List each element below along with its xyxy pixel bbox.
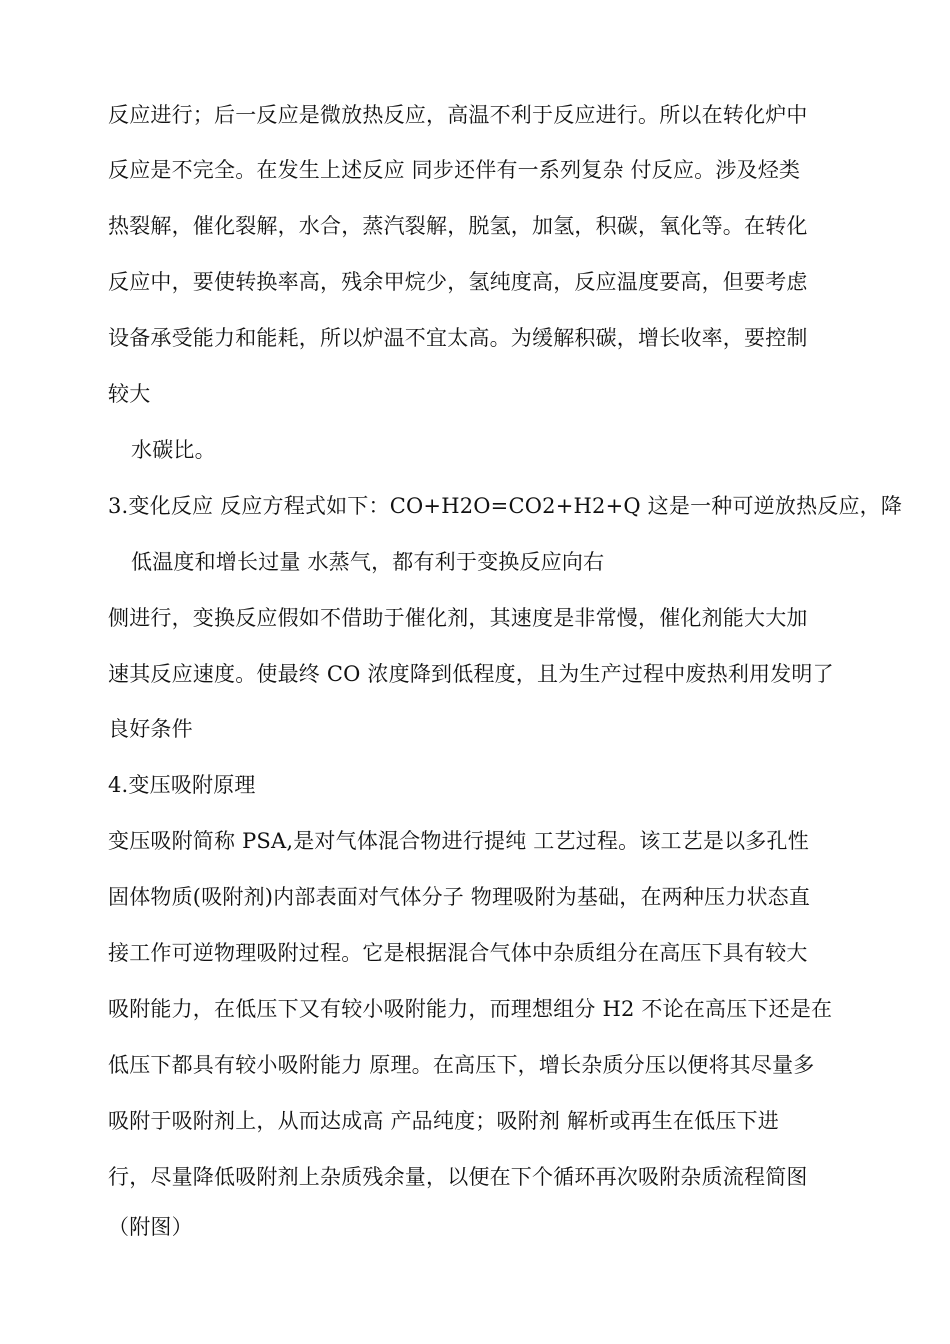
text-line: 固体物质(吸附剂)内部表面对气体分子 物理吸附为基础，在两种压力状态直 xyxy=(108,885,811,909)
figure-reference: （附图） xyxy=(108,1215,193,1239)
text-line: 低压下都具有较小吸附能力 原理。在高压下，增长杂质分压以便将其尽量多 xyxy=(108,1053,815,1077)
text-line: 反应中，要使转换率高，残余甲烷少，氢纯度高，反应温度要高，但要考虑 xyxy=(108,270,808,294)
text-line: 变压吸附简称 PSA,是对气体混合物进行提纯 工艺过程。该工艺是以多孔性 xyxy=(108,829,809,853)
text-line: 良好条件 xyxy=(108,717,193,741)
text-line: 低温度和增长过量 水蒸气，都有利于变换反应向右 xyxy=(131,550,605,574)
section-heading: 4.变压吸附原理 xyxy=(108,773,256,797)
text-line: 行，尽量降低吸附剂上杂质残余量，以便在下个循环再次吸附杂质流程简图 xyxy=(108,1165,808,1189)
text-line: 3.变化反应 反应方程式如下：CO+H2O=CO2+H2+Q 这是一种可逆放热反应，降 xyxy=(108,494,903,518)
text-line: 吸附于吸附剂上，从而达成高 产品纯度；吸附剂 解析或再生在低压下进 xyxy=(108,1109,779,1133)
text-line: 热裂解，催化裂解，水合，蒸汽裂解，脱氢，加氢，积碳，氧化等。在转化 xyxy=(108,214,808,238)
text-line: 反应进行；后一反应是微放热反应，高温不利于反应进行。所以在转化炉中 xyxy=(108,103,808,127)
text-line: 吸附能力，在低压下又有较小吸附能力，而理想组分 H2 不论在高压下还是在 xyxy=(108,997,833,1021)
text-line: 速其反应速度。使最终 CO 浓度降到低程度，且为生产过程中废热利用发明了 xyxy=(108,662,834,686)
text-line: 较大 xyxy=(108,382,151,406)
text-line: 反应是不完全。在发生上述反应 同步还伴有一系列复杂 付反应。涉及烃类 xyxy=(108,158,801,182)
text-line: 水碳比。 xyxy=(131,438,216,462)
text-line: 侧进行，变换反应假如不借助于催化剂，其速度是非常慢，催化剂能大大加 xyxy=(108,606,808,630)
text-line: 接工作可逆物理吸附过程。它是根据混合气体中杂质组分在高压下具有较大 xyxy=(108,941,808,965)
text-line: 设备承受能力和能耗，所以炉温不宜太高。为缓解积碳，增长收率，要控制 xyxy=(108,326,808,350)
